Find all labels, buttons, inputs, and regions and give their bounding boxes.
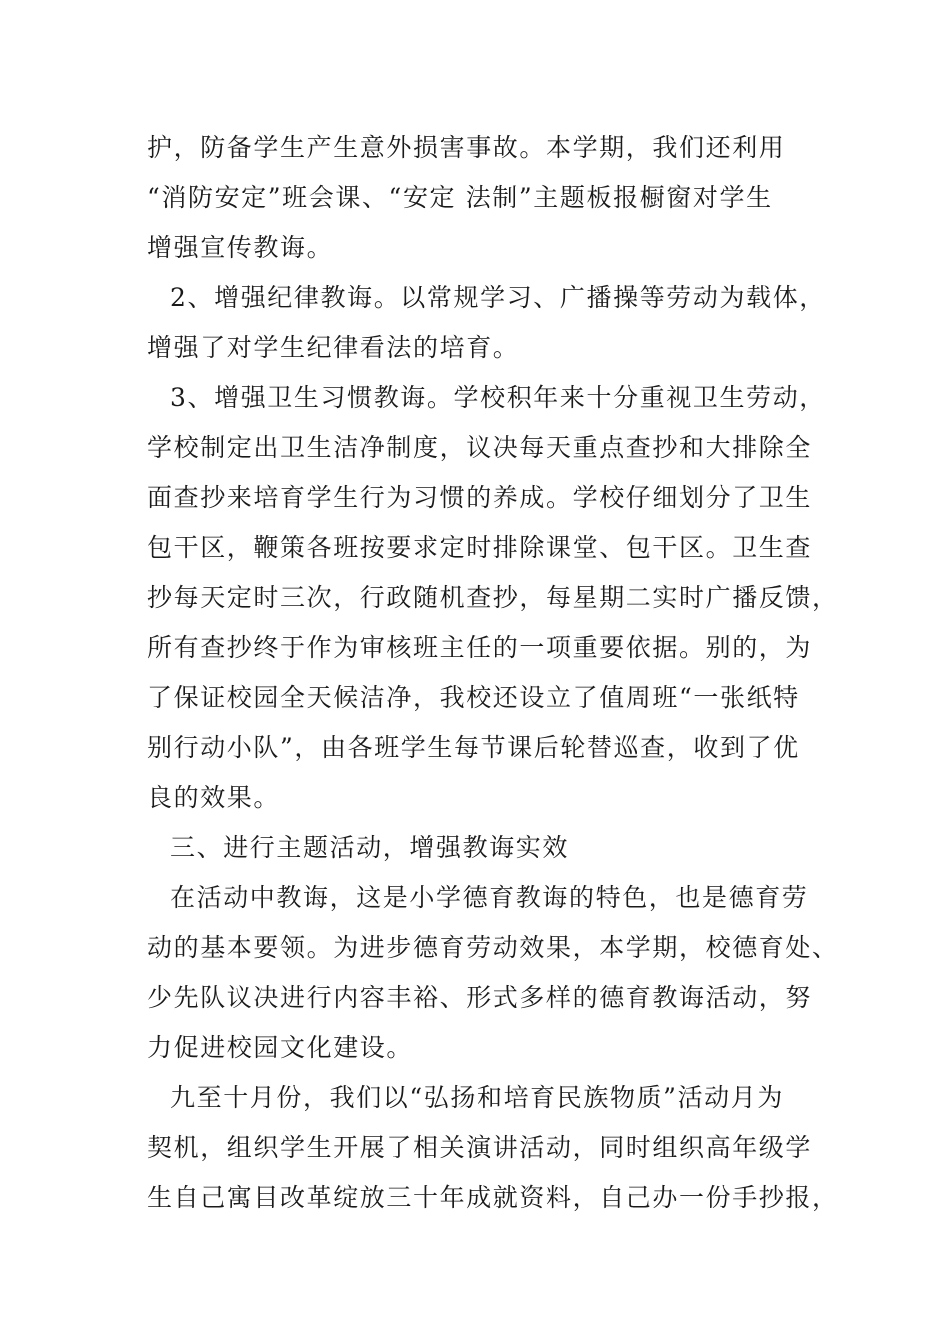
text-line: 增强了对学生纪律看法的培育。 [147,333,520,362]
text-line: 了保证校园全天候洁净，我校还设立了值周班“一张纸特 [147,683,800,712]
text-line: 学校制定出卫生洁净制度，议决每天重点查抄和大排除全 [147,433,813,462]
text-line: 护，防备学生产生意外损害事故。本学期，我们还利用 [147,133,786,162]
text-line: 包干区，鞭策各班按要求定时排除课堂、包干区。卫生查 [147,533,813,562]
text-line: 别行动小队”，由各班学生每节课后轮替巡查，收到了优 [147,733,800,762]
text-line: 所有查抄终于作为审核班主任的一项重要依据。别的，为 [147,633,813,662]
text-line: 增强宣传教诲。 [147,233,334,262]
paragraph-start-line: 2、增强纪律教诲。以常规学习、广播操等劳动为载体， [170,283,826,312]
text-line: 面查抄来培育学生行为习惯的养成。学校仔细划分了卫生 [147,483,813,512]
text-line: 少先队议决进行内容丰裕、形式多样的德育教诲活动，努 [147,983,813,1012]
text-line: “消防安定”班会课、“安定 法制”主题板报橱窗对学生 [147,183,773,212]
paragraph-start-line: 在活动中教诲，这是小学德育教诲的特色，也是德育劳 [170,883,809,912]
text-line: 良的效果。 [147,783,281,812]
paragraph-start-line: 九至十月份，我们以“弘扬和培育民族物质”活动月为 [170,1083,784,1112]
text-line: 契机，组织学生开展了相关演讲活动，同时组织高年级学 [147,1133,813,1162]
section-heading: 三、进行主题活动，增强教诲实效 [170,833,570,862]
text-line: 抄每天定时三次，行政随机查抄，每星期二实时广播反馈， [147,583,839,612]
text-line: 动的基本要领。为进步德育劳动效果，本学期，校德育处、 [147,933,839,962]
paragraph-start-line: 3、增强卫生习惯教诲。学校积年来十分重视卫生劳动， [170,383,826,412]
text-line: 生自己寓目改革绽放三十年成就资料，自己办一份手抄报， [147,1183,839,1212]
text-line: 力促进校园文化建设。 [147,1033,414,1062]
